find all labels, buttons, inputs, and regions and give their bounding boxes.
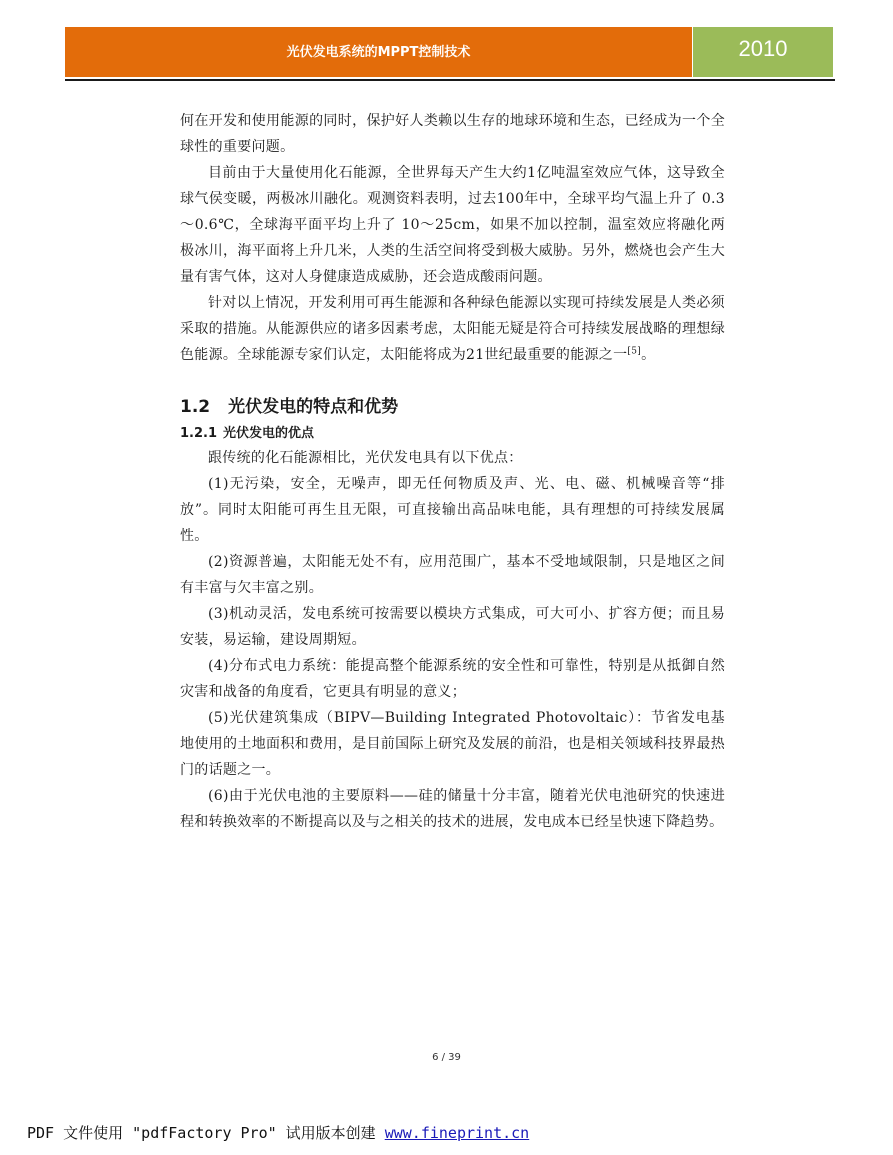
page-number: 6 / 39 bbox=[432, 1052, 461, 1061]
paragraph-conclusion bbox=[180, 290, 725, 368]
header-year: 2010 bbox=[738, 36, 788, 61]
advantage-item: (4)分布式电力系统：能提高整个能源系统的安全性和可靠性，特别是从抵御自然灾害和战备的角度看，它更具有明显的意义； bbox=[180, 658, 725, 700]
advantage-item: (5)光伏建筑集成（BIPV—Building Integrated Photovoltaic）：节省发电基地使用的土地面积和费用，是目前国际上研究及发展的前沿，也是相关领域科技界最热门的话题之一。 bbox=[180, 710, 725, 778]
header-title: 光伏发电系统的MPPT控制技术 bbox=[286, 45, 471, 60]
subsection-title: 光伏发电的优点 bbox=[223, 426, 315, 441]
paragraph-end: 。 bbox=[641, 347, 656, 363]
advantage-item: (3)机动灵活，发电系统可按需要以模块方式集成，可大可小、扩容方便；而且易安装，易运输，建设周期短。 bbox=[180, 606, 725, 648]
header-bar bbox=[65, 27, 692, 77]
section-heading bbox=[180, 392, 725, 417]
footer-link[interactable]: www.fineprint.cn bbox=[384, 1124, 530, 1142]
paragraph: 何在开发和使用能源的同时，保护好人类赖以生存的地球环境和生态，已经成为一个全球性的重要问题。 bbox=[180, 113, 725, 155]
header-year-box bbox=[693, 27, 833, 77]
paragraph: 目前由于大量使用化石能源，全世界每天产生大约1亿吨温室效应气体，这导致全球气侯变暖，两极冰川融化。观测资料表明，过去100年中，全球平均气温上升了 0.3～0.6℃，全球海平面平均上升了 10～25cm，如果不加以控制，温室效应将融化两极冰川，海平面将上升几米，人类的生活空间将受到极大威胁。另外，燃烧也会产生大量有害气体，这对人身健康造成威胁，还会造成酸雨问题。 bbox=[180, 165, 725, 285]
advantage-item: (6)由于光伏电池的主要原料——硅的储量十分丰富，随着光伏电池研究的快速进程和转换效率的不断提高以及与之相关的技术的进展，发电成本已经呈快速下降趋势。 bbox=[180, 788, 725, 830]
footer-text: PDF 文件使用 "pdfFactory Pro" 试用版本创建 bbox=[27, 1124, 385, 1142]
paragraph-text: 针对以上情况，开发利用可再生能源和各种绿色能源以实现可持续发展是人类必须采取的措施。从能源供应的诸多因素考虑，太阳能无疑是符合可持续发展战略的理想绿色能源。全球能源专家们认定，太阳能将成为21世纪最重要的能源之一 bbox=[180, 295, 725, 363]
subsection-number: 1.2.1 bbox=[180, 426, 218, 441]
page-content bbox=[180, 108, 725, 835]
header-rule bbox=[65, 79, 835, 81]
advantage-item: (1)无污染，安全，无噪声，即无任何物质及声、光、电、磁、机械噪音等“排放”。同时太阳能可再生且无限，可直接输出高品味电能，具有理想的可持续发展属性。 bbox=[180, 476, 725, 544]
subsection-heading bbox=[180, 423, 725, 445]
pdf-footer bbox=[27, 1122, 529, 1143]
advantages-intro: 跟传统的化石能源相比，光伏发电具有以下优点： bbox=[208, 450, 523, 466]
citation-ref: [5] bbox=[627, 346, 642, 357]
section-title: 光伏发电的特点和优势 bbox=[228, 397, 399, 417]
section-number: 1.2 bbox=[180, 397, 211, 417]
advantage-item: (2)资源普遍，太阳能无处不有，应用范围广，基本不受地域限制，只是地区之间有丰富与欠丰富之别。 bbox=[180, 554, 725, 596]
